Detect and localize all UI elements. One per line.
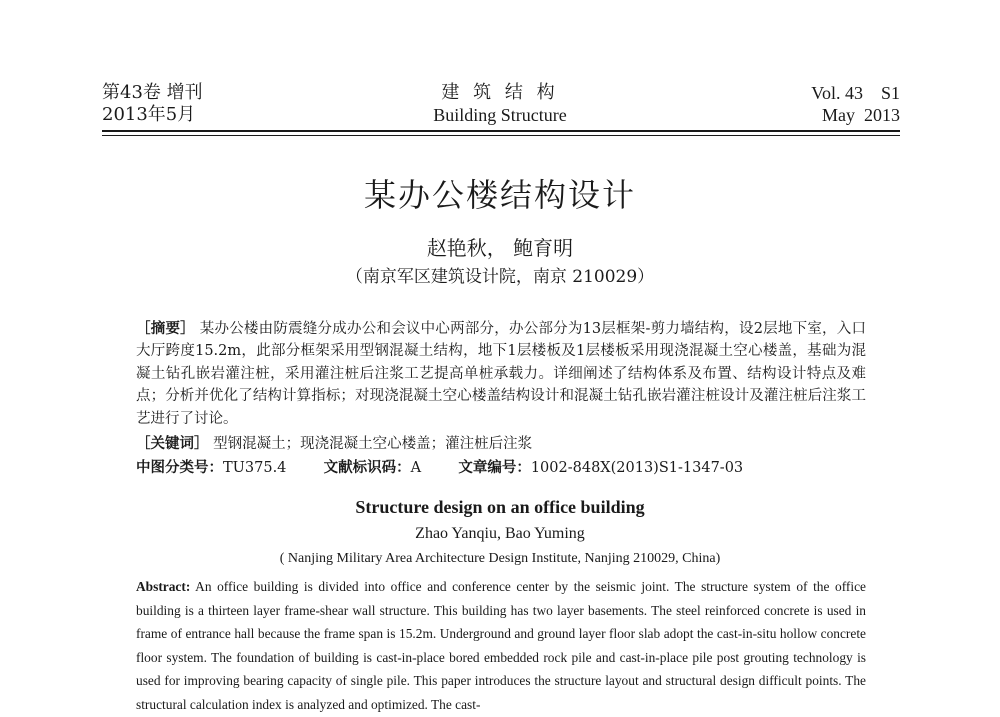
journal-title-cn: 建 筑 结 构 <box>441 82 559 103</box>
keywords-cn-text: 型钢混凝土；现浇混凝土空心楼盖；灌注桩后注浆 <box>213 436 533 452</box>
abstract-en-label: Abstract: <box>136 579 191 594</box>
clc-value: TU375.4 <box>223 460 287 476</box>
affiliation-cn: （南京军区建筑设计院，南京 210029） <box>345 267 655 287</box>
authors-cn: 赵艳秋， 鲍育明 <box>426 236 574 260</box>
affiliation-en: ( Nanjing Military Area Architecture Design Institute, Nanjing 210029, China) <box>279 551 721 566</box>
journal-title-en: Building Structure <box>433 105 567 125</box>
abstract-cn-label: ［摘要］ <box>136 321 195 337</box>
keywords-cn-label: ［关键词］ <box>136 436 209 452</box>
clc-label: 中图分类号： <box>136 460 223 476</box>
article-no-label: 文章编号： <box>458 460 531 476</box>
classification-line <box>136 458 743 478</box>
header-volume-cn: 第43卷 增刊 <box>102 82 203 103</box>
paper-title-cn: 某办公楼结构设计 <box>363 176 636 214</box>
header-date-en: May 2013 <box>822 105 900 125</box>
abstract-cn <box>136 318 866 430</box>
abstract-en <box>136 575 866 717</box>
authors-en: Zhao Yanqiu, Bao Yuming <box>415 525 585 542</box>
doc-code-value: A <box>410 460 422 476</box>
article-no-value: 1002-848X(2013)S1-1347-03 <box>530 460 744 476</box>
keywords-cn <box>136 434 532 454</box>
doc-code-label: 文献标识码： <box>323 460 411 476</box>
header-rule-thick <box>102 130 900 132</box>
header-date-cn: 2013年5月 <box>102 104 196 125</box>
header-volume-en: Vol. 43 S1 <box>811 83 900 103</box>
abstract-en-text: An office building is divided into office and conference center by the seismic joint. The structure system of the office building is a thirteen layer frame-shear wall structure. This building has two layer basements. The steel reinforced concrete is used in frame of entrance hall because the frame span is 15.2m. Underground and ground layer floor slab adopt the cast-in-situ hollow concrete floor system. The foundation of building is cast-in-place bored embedded rock pile and cast-in-place pile post grouting technology is used for improving bearing capacity of single pile. This paper introduces the structure layout and structural design difficult points. The structural calculation index is analyzed and optimized. The cast- <box>136 579 866 712</box>
paper-title-en: Structure design on an office building <box>355 497 645 517</box>
abstract-cn-text: 某办公楼由防震缝分成办公和会议中心两部分，办公部分为13层框架-剪力墙结构，设2层地下室，入口大厅跨度15.2m，此部分框架采用型钢混凝土结构，地下1层楼板及1层楼板采用现浇混凝土空心楼盖，基础为混凝土钻孔嵌岩灌注桩，采用灌注桩后注浆工艺提高单桩承载力。详细阐述了结构体系及布置、结构设计特点及难点；分析并优化了结构计算指标；对现浇混凝土空心楼盖结构设计和混凝土钻孔嵌岩灌注桩设计及灌注桩后注浆工艺进行了讨论。 <box>136 321 867 427</box>
header-rule-thin <box>102 135 900 136</box>
